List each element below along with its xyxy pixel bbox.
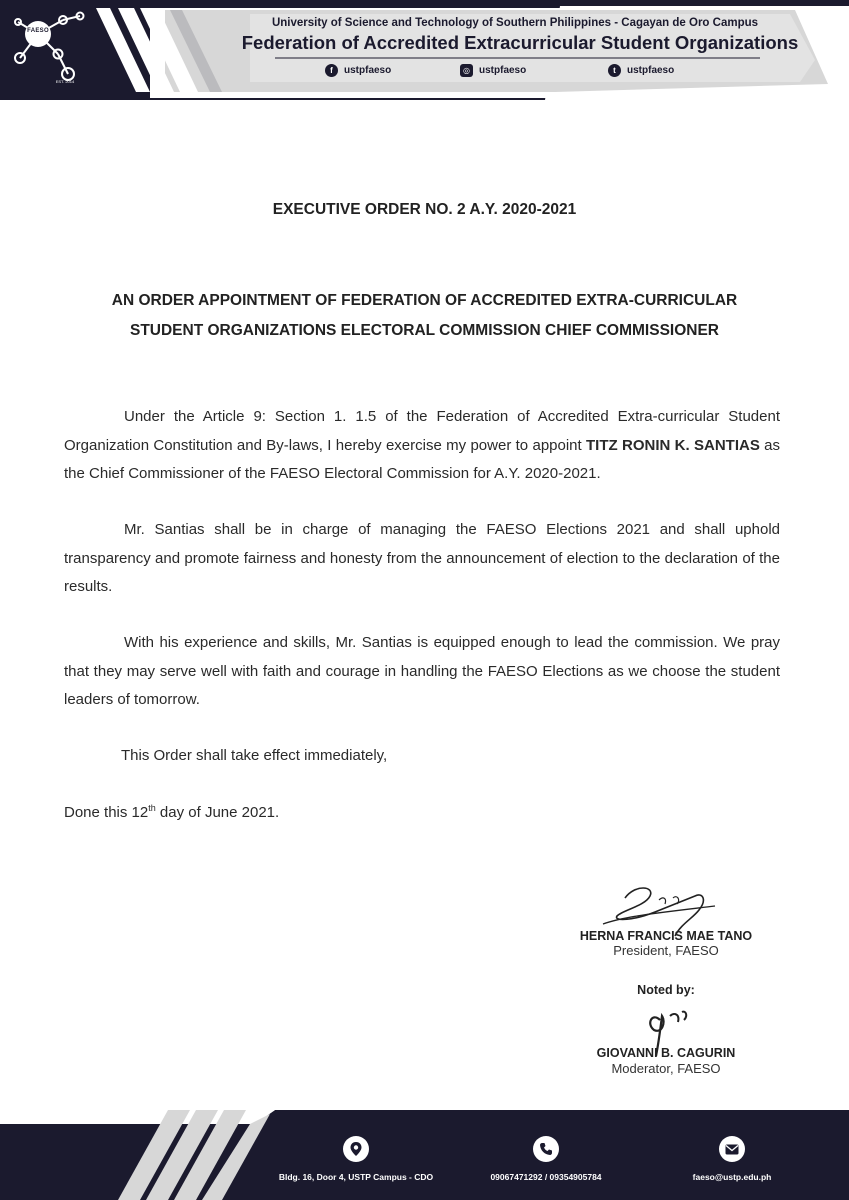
appointment-text-end: as the Chief Commissioner of the FAESO Electoral Commission for A.Y. 2020-2021. [64,436,780,482]
subtitle-line-2: STUDENT ORGANIZATIONS ELECTORAL COMMISSION CHIEF COMMISSIONER [129,322,719,339]
done-suffix: day of June 2021. [155,804,280,821]
phone-icon [533,1136,559,1162]
envelope-icon [719,1136,745,1162]
president-name: HERNA FRANCIS MAE TANO [579,929,753,943]
twitter-handle: ustpfaeso [627,65,675,76]
done-ordinal: th [148,803,156,813]
appointment-text-start: Under the Article 9: Section 1. 1.5 of the Federation of Accredited Extra-curricular Student Organization Constitution and By-laws, I hereby exercise my power to appoint [64,408,780,454]
document-subtitle [60,286,789,346]
footer-address: Bldg. 16, Door 4, USTP Campus - CDO [278,1172,434,1182]
social-twitter[interactable] [608,64,674,77]
paragraph-duties: Mr. Santias shall be in charge of managing the FAESO Elections 2021 and shall uphold transparency and promote fairness and honesty from the announcement of election to the declaration of the results. [64,521,780,595]
social-links [300,64,720,80]
document-title: EXECUTIVE ORDER NO. 2 A.Y. 2020-2021 [272,201,577,218]
footer-email[interactable]: faeso@ustp.edu.ph [692,1172,772,1182]
done-date [64,803,279,821]
president-position: President, FAESO [613,943,719,958]
footer-phone[interactable]: 09067471292 / 09354905784 [490,1172,602,1182]
facebook-handle: ustpfaeso [344,65,392,76]
location-pin-icon [343,1136,369,1162]
facebook-icon: f [325,64,338,77]
moderator-position: Moderator, FAESO [611,1061,721,1076]
noted-by-label: Noted by: [637,983,695,997]
moderator-name: GIOVANNI B. CAGURIN [596,1046,736,1060]
logo-est: EST. 2014 [55,79,75,84]
subtitle-line-1: AN ORDER APPOINTMENT OF FEDERATION OF ACCREDITED EXTRA-CURRICULAR [111,292,738,309]
university-name: University of Science and Technology of Southern Philippines - Cagayan de Oro Campus [271,17,759,29]
appointee-name: TITZ RONIN K. SANTIAS [586,436,760,454]
done-prefix: Done this 12 [64,804,149,821]
effect-statement: This Order shall take effect immediately, [121,747,388,764]
federation-name: Federation of Accredited Extracurricular Student Organizations [241,32,799,53]
social-facebook[interactable] [325,64,391,77]
logo-text: FAESO [27,28,49,34]
instagram-handle: ustpfaeso [479,65,527,76]
social-instagram[interactable] [460,64,526,77]
paragraph-appointment [64,403,780,489]
twitter-icon: t [608,64,621,77]
instagram-icon: ◎ [460,64,473,77]
paragraph-qualifications: With his experience and skills, Mr. Santias is equipped enough to lead the commission. We pray that they may serve well with faith and courage in handling the FAESO Elections as we choose the student leaders of tomorrow. [64,634,780,708]
